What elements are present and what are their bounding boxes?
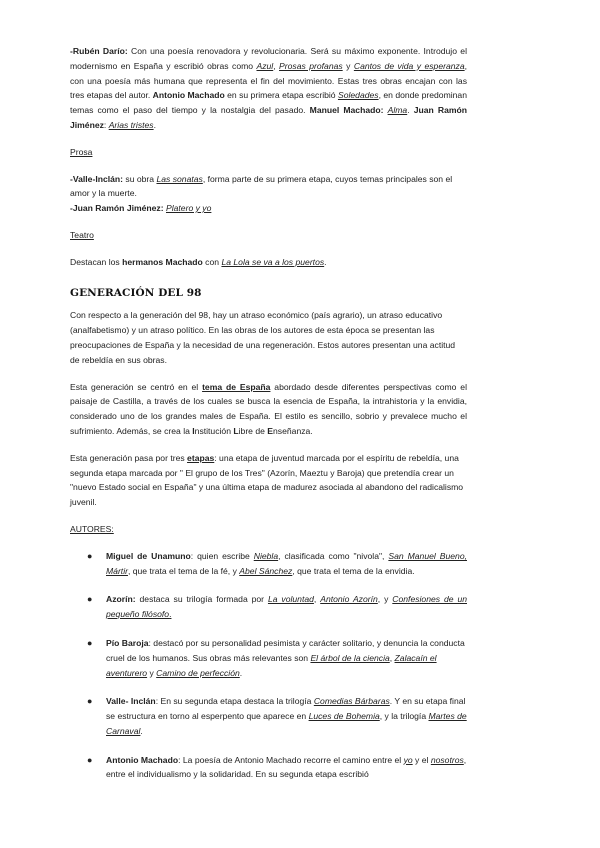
paragraph-dario [70,44,467,133]
text: Con una poesía renovadora y revolucionaria. Será su máximo exponente. Introdujo el modernismo en España y escribió obras como [70,46,467,71]
work-title: Alma [387,105,408,116]
work-title: Comedias Bárbaras [313,696,390,707]
list-item-valle [70,694,467,738]
section-title-teatro: Teatro [70,229,94,240]
list-item-machado [70,753,467,783]
work-title: San Manuel Bueno, Mártir [106,550,467,576]
initial-letter: E [267,425,274,436]
work-title: Arias tristes [108,119,154,130]
work-title: yo [403,754,413,765]
document-page [70,44,467,796]
keyword: etapas [187,452,215,463]
keyword: tema de España [202,381,271,392]
bullet: ● [87,696,93,707]
section-title-prosa: Prosa [70,146,93,157]
text: : La poesía de Antonio Machado recorre el camino entre el [178,754,404,765]
text: : [103,119,109,130]
bullet: ● [87,637,93,648]
text: con [202,256,222,267]
paragraph-g98-tema [70,380,467,439]
bullet: ● [87,550,93,561]
list-item-baroja [70,636,467,680]
list-item-azorin [70,592,467,622]
text: , entre el individualismo y la solidaridad. En su segunda etapa escribió [106,754,467,780]
author-name: -Valle-Inclán: [70,173,124,184]
author-name: Valle- Inclán [106,696,156,707]
text: . [407,105,414,116]
text: y el [412,754,431,765]
work-title: Zalacaín el aventurero [106,652,437,678]
author-name: Antonio Machado [152,90,225,101]
work-title: El árbol de la ciencia [310,652,390,663]
work-title: Cantos de vida y esperanza [353,60,465,71]
author-name: -Juan Ramón Jiménez: [70,203,164,214]
text: , y [377,594,393,605]
work-title: Abel Sánchez [239,565,293,576]
work-title: La voluntad [267,594,314,605]
list-item-unamuno [70,549,467,579]
text: . Y en su etapa final se estructura en torno al esperpento que aparece en [106,696,466,722]
initial-letter: I [192,425,195,436]
text: . [324,256,327,267]
work-title: Martes de Carnaval [106,711,467,736]
work-title: Luces de Bohemia [308,711,380,722]
text: , que trata el tema de la envidia. [292,565,415,576]
work-title: Soledades [337,90,379,101]
text: : En su segunda etapa destaca la trilogía [155,696,314,707]
text: y [147,667,157,678]
text: nseñanza. [273,425,313,436]
text: , forma parte de su primera etapa, cuyos temas principales son el amor y la muerte. [70,173,453,199]
text: : destacó por su personalidad pesimista y carácter solitario, y denuncia la conducta cruel de los humanos. Sus obras más relevantes son [106,637,465,663]
text: , [389,652,395,663]
work-title: Confesiones de un pequeño filósofo [106,594,467,620]
work-title: Camino de perfección [156,667,240,678]
paragraph-prosa-jrj [70,201,467,216]
text: Esta generación pasa por tres [70,452,188,463]
text: destaca su trilogía formada por [135,594,268,605]
text: , [273,60,280,71]
text: , clasificada como "nivola", [278,550,389,561]
authors-list [70,549,467,783]
author-name: Pío Baroja [106,637,149,648]
work-title: La Lola se va a los puertos [221,256,325,267]
text: y [342,60,354,71]
author-name: Juan Ramón Jiménez [70,105,467,130]
text: , en donde predominan temas como el paso del tiempo y la nostalgia del pasado. [70,90,467,116]
text: , que trata el tema de la fé, y [127,565,240,576]
author-name: -Rubén Darío: [70,46,128,56]
paragraph-g98-etapas [70,451,467,510]
work-title: Azul [256,60,274,71]
text: . [239,667,243,678]
bullet: ● [87,594,93,605]
text: su obra [123,173,157,184]
text: , y la trilogía [379,711,429,722]
text: Esta generación se centró en el [70,381,203,392]
work-title: Niebla [253,550,279,561]
text: abordado desde diferentes perspectivas como el paisaje de Castilla, a través de los cuales se busca la esencia de España, la intrahistoria y la envidia, considerado uno de los grandes males de España. El estilo es sencillo, sobrio y prevalece mucho el sufrimiento. Además, se crea la [70,381,467,436]
work-title: Prosas profanas [279,60,343,71]
text: . [153,119,156,130]
paragraph-prosa-valle [70,172,467,202]
author-name: Manuel Machado: [309,105,384,116]
text: ibre de [238,425,268,436]
work-title: Antonio Azorín [320,594,378,605]
paragraph-teatro [70,255,467,270]
initial-letter: L [233,425,239,436]
author-name: hermanos Machado [122,256,203,267]
author-name: Antonio Machado [106,754,179,765]
text: . [140,725,143,736]
bullet: ● [87,754,93,765]
text: : quien escribe [190,550,254,561]
text: nstitución [194,425,234,436]
author-name: Azorín: [106,594,136,605]
text: , [313,594,321,605]
section-heading-generacion-98: GENERACIÓN DEL 98 [70,286,202,299]
work-title: Las sonatas [156,173,203,184]
text: en su primera etapa escribió [224,90,338,101]
text: : una etapa de juventud marcada por el espíritu de rebeldía, una segunda etapa marcada por " El grupo de los Tres" (Azorín, Maeztu y Baroja) que pretendía crear un "nuevo Estado social en España" y una última etapa de madurez asociada al abandono del radicalismo juvenil. [70,452,464,508]
work-title: Platero y yo [166,203,212,214]
work-title: nosotros [430,754,464,765]
text: . [169,609,172,620]
text: Destacan los [70,256,123,267]
author-name: Miguel de Unamuno [106,550,191,561]
section-title-autores: AUTORES: [70,523,114,534]
paragraph-g98-intro: Con respecto a la generación del 98, hay un atraso económico (país agrario), un atraso educativo (analfabetismo) y un atraso político. En las obras de los autores de esta época se presentan las preocupaciones de España y la necesidad de una regeneración. Estos autores presentan una actitud de rebeldía en sus obras. [70,310,456,365]
text: , con una poesía más humana que representa el fin del movimiento. Estas tres obras encajan con las tres etapas del autor. [70,60,468,101]
